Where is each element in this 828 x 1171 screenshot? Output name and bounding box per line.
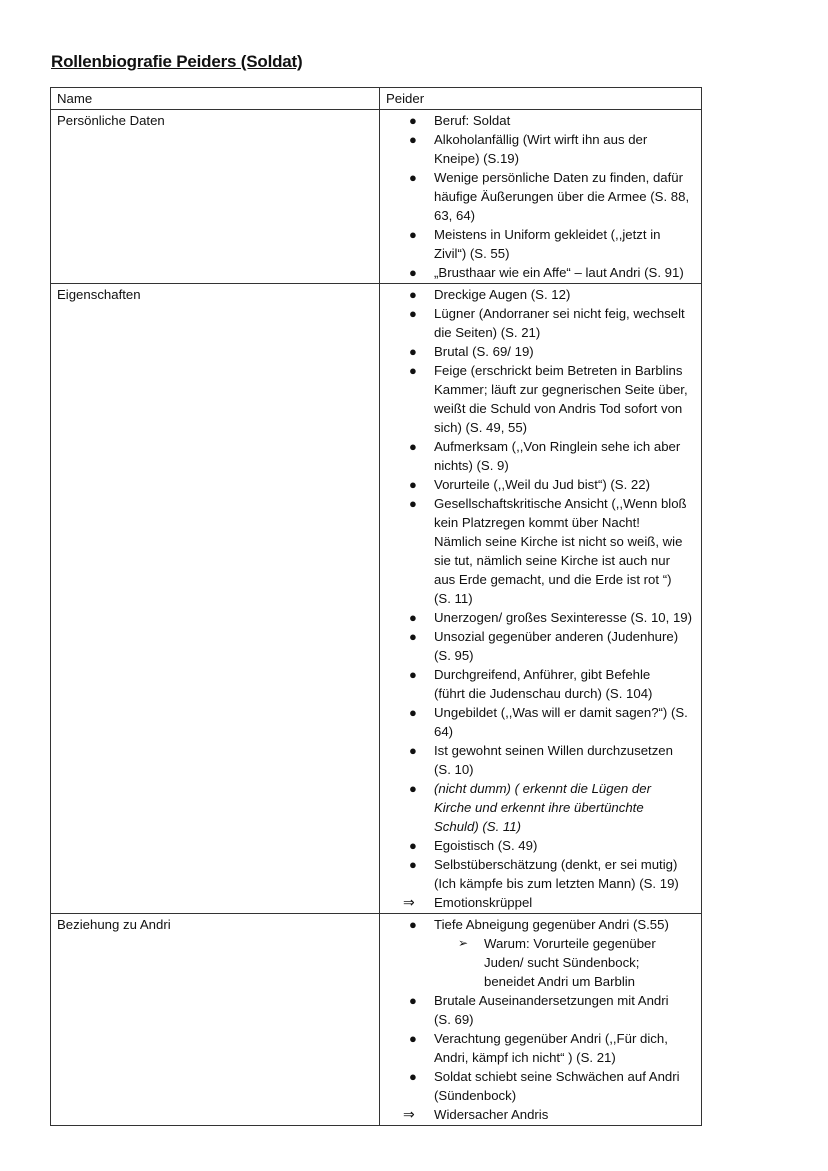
list-item: [380, 111, 701, 130]
item-text-line: nichts) (S. 9): [434, 458, 509, 473]
bullet-icon: ●: [409, 265, 417, 280]
item-text-line: „Brusthaar wie ein Affe“ – laut Andri (S. 91): [434, 265, 684, 280]
list-item: [380, 703, 701, 741]
item-text-line: die Seiten) (S. 21): [434, 325, 541, 340]
item-text-line: (Ich kämpfe bis zum letzten Mann) (S. 19): [434, 876, 679, 891]
bullet-icon: ●: [409, 610, 417, 625]
item-text-line: (S. 10): [434, 762, 474, 777]
implies-arrow-icon: ⇒: [403, 1106, 415, 1122]
table-row: [51, 284, 702, 914]
bullet-icon: ●: [409, 306, 417, 321]
item-text-line: weißt die Schuld von Andris Tod sofort von: [434, 401, 683, 416]
item-text-line: Alkoholanfällig (Wirt wirft ihn aus der: [434, 132, 648, 147]
list-item: [380, 915, 701, 934]
item-text-line: Unerzogen/ großes Sexinteresse (S. 10, 19): [434, 610, 693, 625]
item-text-line: Meistens in Uniform gekleidet (,,jetzt in: [434, 227, 661, 242]
list-item: [380, 1029, 701, 1067]
item-text-line: Widersacher Andris: [434, 1107, 549, 1122]
implies-arrow-icon: ⇒: [403, 894, 415, 910]
list-item: [380, 494, 701, 608]
bullet-icon: ●: [409, 781, 417, 796]
page-title: Rollenbiografie Peiders (Soldat): [51, 52, 303, 71]
item-text-line: (S. 95): [434, 648, 474, 663]
row-content: [380, 110, 702, 284]
item-text-line: Zivil“) (S. 55): [434, 246, 510, 261]
list-item: [380, 475, 701, 494]
item-text-line: Wenige persönliche Daten zu finden, dafür: [434, 170, 684, 185]
bullet-icon: ●: [409, 132, 417, 147]
item-text-line: Beruf: Soldat: [434, 113, 511, 128]
item-text-line: häufige Äußerungen über die Armee (S. 88,: [434, 189, 690, 204]
header-name: Name: [51, 88, 380, 110]
list-item: [380, 893, 701, 912]
item-text-line: aus Erde gemacht, und die Erde ist rot “): [434, 572, 672, 587]
biography-table: [50, 87, 702, 1126]
row-label: Persönliche Daten: [51, 110, 380, 284]
bullet-icon: ●: [409, 287, 417, 302]
bullet-icon: ●: [409, 629, 417, 644]
item-text-line: kein Platzregen kommt über Nacht!: [434, 515, 640, 530]
list-item: [380, 285, 701, 304]
item-text-line: Durchgreifend, Anführer, gibt Befehle: [434, 667, 651, 682]
list-item: [380, 627, 701, 665]
bullet-icon: ●: [409, 743, 417, 758]
item-text-line: Brutale Auseinandersetzungen mit Andri: [434, 993, 669, 1008]
item-text-line: Gesellschaftskritische Ansicht (,,Wenn bloß: [434, 496, 687, 511]
table-header-row: [51, 88, 702, 110]
row-content: [380, 284, 702, 914]
bullet-icon: ●: [409, 477, 417, 492]
item-text-line: Ungebildet (,,Was will er damit sagen?“) (S.: [434, 705, 688, 720]
list-item: [380, 130, 701, 168]
list-item: [380, 934, 701, 991]
bullet-icon: ●: [409, 1069, 417, 1084]
item-text-line: (S. 69): [434, 1012, 474, 1027]
bullet-icon: ●: [409, 363, 417, 378]
list-item: [380, 225, 701, 263]
item-text-line: beneidet Andri um Barblin: [484, 974, 636, 989]
bullet-icon: ●: [409, 667, 417, 682]
item-text-line: Emotionskrüppel: [434, 895, 533, 910]
table-row: [51, 110, 702, 284]
list-item: [380, 304, 701, 342]
item-text-line: Egoistisch (S. 49): [434, 838, 538, 853]
item-text-line: Unsozial gegenüber anderen (Judenhure): [434, 629, 679, 644]
bullet-icon: ●: [409, 170, 417, 185]
list-item: [380, 168, 701, 225]
item-text-line: Aufmerksam (,,Von Ringlein sehe ich aber: [434, 439, 681, 454]
item-text-line: Feige (erschrickt beim Betreten in Barblins: [434, 363, 683, 378]
arrow-bullet-icon: ➢: [458, 936, 469, 950]
item-text-line: Tiefe Abneigung gegenüber Andri (S.55): [434, 917, 669, 932]
item-text-line: Soldat schiebt seine Schwächen auf Andri: [434, 1069, 680, 1084]
list-item: [380, 836, 701, 855]
item-text-line: Juden/ sucht Sündenbock;: [484, 955, 640, 970]
item-text-line: Warum: Vorurteile gegenüber: [484, 936, 656, 951]
bullet-icon: ●: [409, 344, 417, 359]
item-text-line: (S. 11): [434, 591, 473, 606]
item-text-line: Selbstüberschätzung (denkt, er sei mutig): [434, 857, 678, 872]
list-item: [380, 1067, 701, 1105]
item-text-line: (nicht dumm) ( erkennt die Lügen der: [434, 781, 651, 796]
item-text-line: (Sündenbock): [434, 1088, 517, 1103]
item-text-line: 64): [434, 724, 454, 739]
bullet-icon: ●: [409, 113, 417, 128]
item-text-line: Lügner (Andorraner sei nicht feig, wechselt: [434, 306, 685, 321]
item-text-line: (führt die Judenschau durch) (S. 104): [434, 686, 653, 701]
bullet-icon: ●: [409, 496, 417, 511]
bullet-icon: ●: [409, 917, 417, 932]
list-item: [380, 665, 701, 703]
item-text-line: Brutal (S. 69/ 19): [434, 344, 534, 359]
list-item: [380, 779, 701, 836]
row-label: Eigenschaften: [51, 284, 380, 914]
row-content: [380, 914, 702, 1126]
list-item: [380, 741, 701, 779]
table-row: [51, 914, 702, 1126]
list-item: [380, 1105, 701, 1124]
list-item: [380, 608, 701, 627]
item-text-line: Ist gewohnt seinen Willen durchzusetzen: [434, 743, 673, 758]
list-item: [380, 437, 701, 475]
item-text-line: Nämlich seine Kirche ist nicht so weiß, wie: [434, 534, 683, 549]
list-item: [380, 991, 701, 1029]
bullet-icon: ●: [409, 705, 417, 720]
item-text-line: Andri, kämpf ich nicht“ ) (S. 21): [434, 1050, 616, 1065]
item-text-line: sie tut, nämlich seine Kirche ist auch nur: [434, 553, 671, 568]
item-text-line: Kammer; läuft zur gegnerischen Seite über,: [434, 382, 688, 397]
bullet-icon: ●: [409, 227, 417, 242]
bullet-icon: ●: [409, 838, 417, 853]
item-text-line: Kirche und erkennt ihre übertünchte: [434, 800, 644, 815]
bullet-icon: ●: [409, 857, 417, 872]
list-item: [380, 342, 701, 361]
item-text-line: Vorurteile (,,Weil du Jud bist“) (S. 22): [434, 477, 650, 492]
list-item: [380, 361, 701, 437]
row-label: Beziehung zu Andri: [51, 914, 380, 1126]
item-text-line: 63, 64): [434, 208, 476, 223]
item-text-line: Kneipe) (S.19): [434, 151, 520, 166]
item-text-line: Dreckige Augen (S. 12): [434, 287, 571, 302]
item-text-line: Verachtung gegenüber Andri (,,Für dich,: [434, 1031, 668, 1046]
bullet-icon: ●: [409, 993, 417, 1008]
bullet-icon: ●: [409, 1031, 417, 1046]
list-item: [380, 263, 701, 282]
header-peider: Peider: [380, 88, 702, 110]
item-text-line: sich) (S. 49, 55): [434, 420, 528, 435]
bullet-icon: ●: [409, 439, 417, 454]
list-item: [380, 855, 701, 893]
item-text-line: Schuld) (S. 11): [434, 819, 521, 834]
